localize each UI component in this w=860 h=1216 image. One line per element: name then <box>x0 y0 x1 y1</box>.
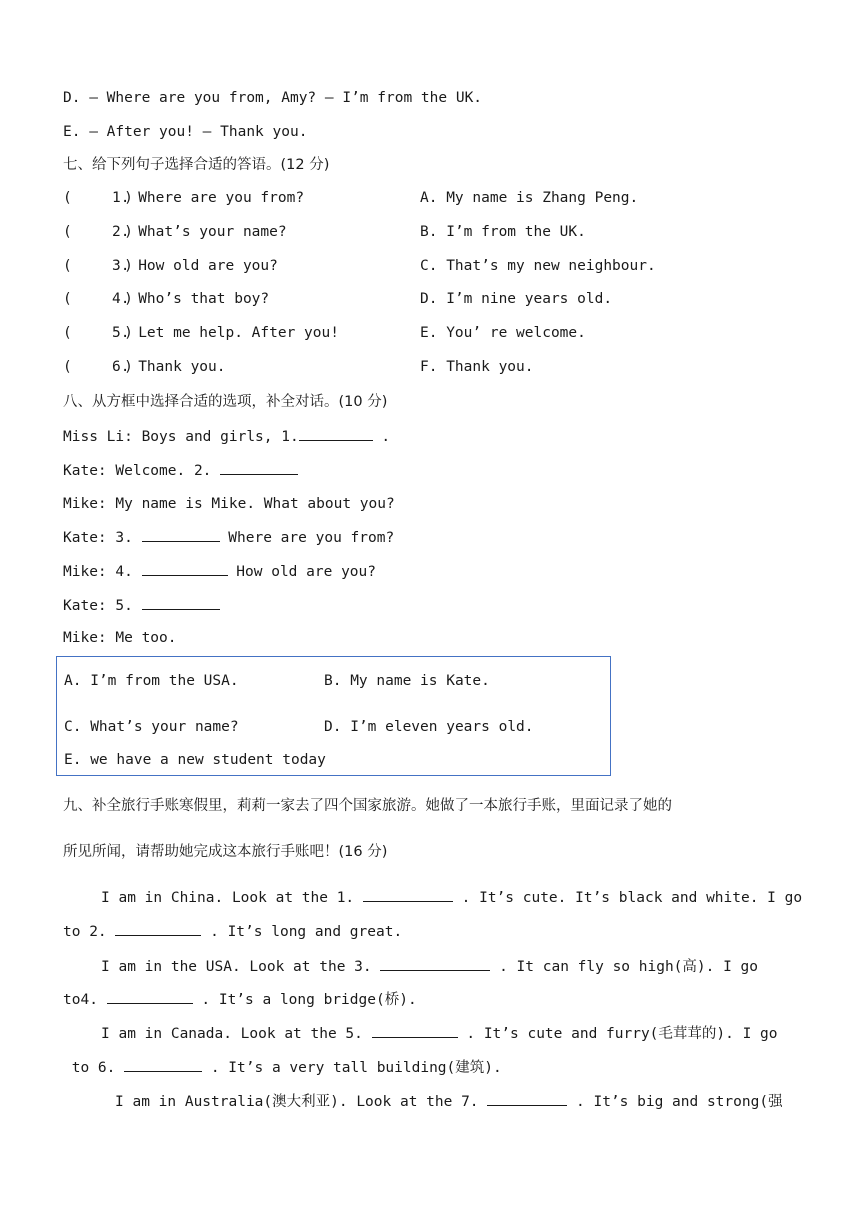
paragraph-usa-line1 <box>101 955 758 976</box>
dialog-line-7: Mike: Me too. <box>63 630 177 646</box>
para-text: . It’s a long bridge(桥). <box>192 992 417 1008</box>
answer-f: F. Thank you. <box>420 359 534 375</box>
dialog-line-5 <box>63 561 376 582</box>
option-e-line: E. — After you! — Thank you. <box>63 124 308 140</box>
option-b: B. My name is Kate. <box>324 673 490 689</box>
answer-blank-3[interactable] <box>142 527 220 542</box>
para-text: to 2. <box>63 924 116 940</box>
answer-paren[interactable]: ( ) <box>63 224 133 240</box>
para-text: to 6. <box>63 1060 125 1076</box>
para-text: . It’s a very tall building(建筑). <box>202 1060 502 1076</box>
answer-blank-3[interactable] <box>380 956 490 971</box>
section8-heading: 八、从方框中选择合适的选项，补全对话。(10 分) <box>63 394 388 410</box>
answer-blank-2[interactable] <box>115 921 201 936</box>
question-2: 2. What’s your name? <box>112 224 287 240</box>
para-text: . It’s cute. It’s black and white. I go <box>452 890 803 906</box>
dialog-text: How old are you? <box>227 564 376 580</box>
section9-heading-line2: 所见所闻，请帮助她完成这本旅行手账吧！(16 分) <box>63 844 388 860</box>
answer-e: E. You’ re welcome. <box>420 325 586 341</box>
para-text: I am in the USA. Look at the 3. <box>101 959 381 975</box>
option-d-line: D. — Where are you from, Amy? — I’m from the UK. <box>63 90 483 106</box>
dialog-text: Kate: 5. <box>63 598 142 614</box>
answer-blank-4[interactable] <box>142 561 228 576</box>
answer-paren[interactable]: ( ) <box>63 325 133 341</box>
dialog-text: Where are you from? <box>219 530 395 546</box>
dialog-text: . <box>372 429 391 445</box>
paragraph-canada-line2 <box>63 1056 502 1077</box>
dialog-text: Miss Li: Boys and girls, 1. <box>63 429 299 445</box>
dialog-text: Kate: 3. <box>63 530 142 546</box>
answer-blank-1[interactable] <box>363 887 453 902</box>
answer-blank-2[interactable] <box>220 460 298 475</box>
section9-heading-line1: 九、补全旅行手账寒假里，莉莉一家去了四个国家旅游。她做了一本旅行手账，里面记录了她的 <box>63 798 672 814</box>
paragraph-china-line2 <box>63 921 402 940</box>
dialog-line-3: Mike: My name is Mike. What about you? <box>63 496 395 512</box>
para-text: I am in Canada. Look at the 5. <box>101 1026 372 1042</box>
answer-a: A. My name is Zhang Peng. <box>420 190 639 206</box>
question-1: 1. Where are you from? <box>112 190 305 206</box>
answer-blank-7[interactable] <box>487 1091 567 1106</box>
answer-paren[interactable]: ( ) <box>63 190 133 206</box>
dialog-line-6 <box>63 595 220 616</box>
question-6: 6. Thank you. <box>112 359 226 375</box>
para-text: I am in China. Look at the 1. <box>101 890 363 906</box>
para-text: . It’s big and strong(强 <box>567 1094 783 1110</box>
para-text: . It’s long and great. <box>201 924 403 940</box>
answer-blank-6[interactable] <box>124 1057 202 1072</box>
answer-blank-5[interactable] <box>142 595 220 610</box>
answer-blank-5[interactable] <box>372 1023 458 1038</box>
option-e: E. we have a new student today <box>64 752 326 768</box>
dialog-line-1 <box>63 426 390 447</box>
answer-paren[interactable]: ( ) <box>63 359 133 375</box>
question-5: 5. Let me help. After you! <box>112 325 339 341</box>
para-text: . It can fly so high(高). I go <box>490 959 759 975</box>
option-a: A. I’m from the USA. <box>64 673 239 689</box>
para-text: I am in Australia(澳大利亚). Look at the 7. <box>115 1094 488 1110</box>
para-text: . It’s cute and furry(毛茸茸的). I go <box>457 1026 778 1042</box>
paragraph-usa-line2 <box>63 988 417 1009</box>
options-box <box>56 656 611 776</box>
answer-blank-1[interactable] <box>299 426 373 441</box>
para-text: to4. <box>63 992 107 1008</box>
option-c: C. What’s your name? <box>64 719 239 735</box>
paragraph-australia-line1 <box>115 1090 783 1111</box>
question-3: 3. How old are you? <box>112 258 278 274</box>
answer-b: B. I’m from the UK. <box>420 224 586 240</box>
paragraph-china-line1 <box>101 887 802 906</box>
dialog-text: Mike: 4. <box>63 564 142 580</box>
answer-paren[interactable]: ( ) <box>63 291 133 307</box>
answer-blank-4[interactable] <box>107 989 193 1004</box>
dialog-text: Kate: Welcome. 2. <box>63 463 221 479</box>
section7-heading: 七、给下列句子选择合适的答语。(12 分) <box>63 157 330 173</box>
dialog-line-4 <box>63 527 394 548</box>
option-d: D. I’m eleven years old. <box>324 719 534 735</box>
dialog-line-2 <box>63 460 298 481</box>
answer-c: C. That’s my new neighbour. <box>420 258 656 274</box>
question-4: 4. Who’s that boy? <box>112 291 270 307</box>
answer-paren[interactable]: ( ) <box>63 258 133 274</box>
answer-d: D. I’m nine years old. <box>420 291 613 307</box>
paragraph-canada-line1 <box>101 1022 778 1043</box>
